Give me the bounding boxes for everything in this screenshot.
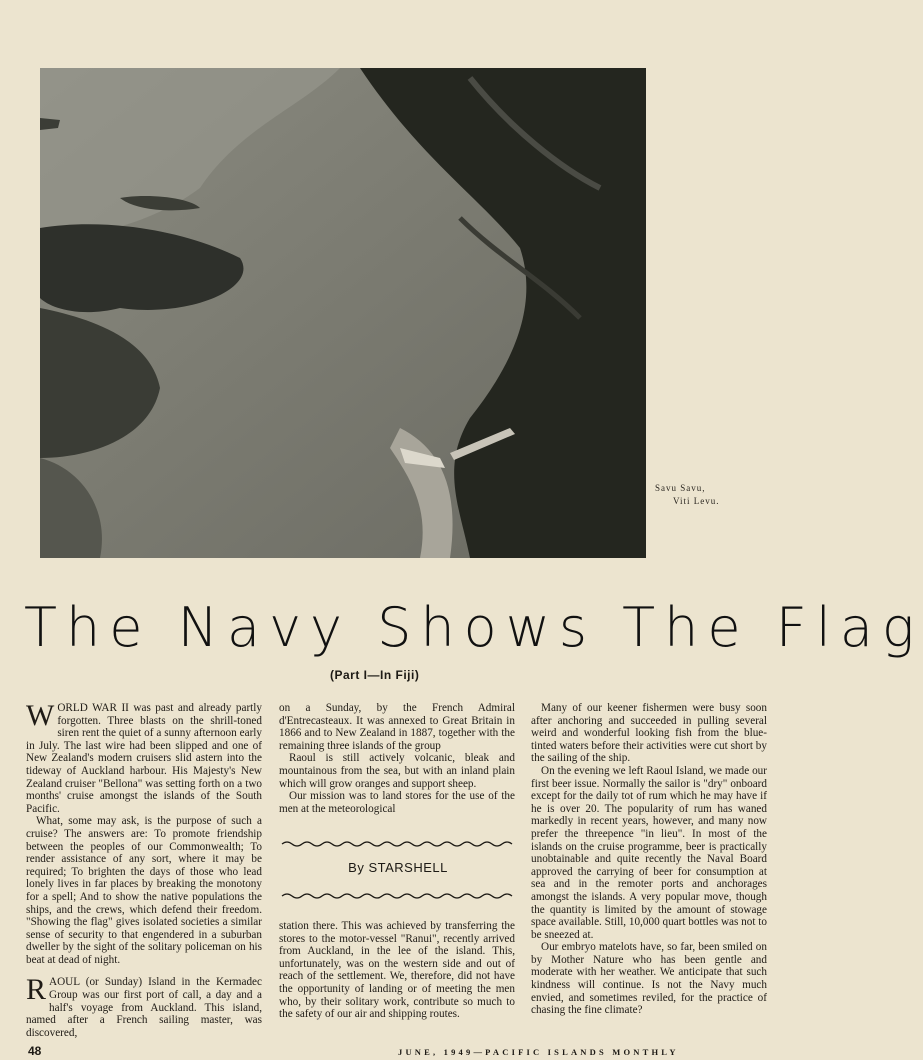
column-2-top	[279, 702, 515, 815]
article-title: The Navy Shows The Flag	[24, 596, 923, 659]
paragraph	[26, 973, 262, 1039]
paragraph: Many of our keener fishermen were busy soon after anchoring and succeeded in pulling several weird and wonderful looking fish from the blue-tinted waters before their activities were cut short by the sailing of the ship.	[531, 702, 767, 765]
page-number: 48	[28, 1044, 42, 1058]
paragraph: station there. This was achieved by transferring the stores to the motor-vessel "Ranui", recently arrived from Auckland, in the lee of the island. This, unfortunately, was on the western side and out of reach of the settlement. We, therefore, did not have the opportunity of landing or of meeting the men who, by their solitary work, contribute so much to the safety of our air and shipping routes.	[279, 920, 515, 1021]
aerial-photo	[40, 68, 646, 558]
wavy-rule-top	[282, 840, 514, 848]
caption-line1: Savu Savu,	[655, 483, 706, 493]
column-1	[26, 699, 262, 1039]
paragraph-text: ORLD WAR II was past and already partly forgotten. Three blasts on the shrill-toned siren rent the quiet of a sunny afternoon early in July. The last wire had been slipped and one of New Zealand's modern cruisers slid astern into the tideway of Auckland harbour. His Majesty's New Zealand cruiser "Bellona" was setting forth on a two months' cruise amongst the islands of the South Pacific.	[26, 702, 262, 815]
paragraph-text: AOUL (or Sunday) Island in the Kermadec Group was our first port of call, a day and a half's voyage from Auckland. This island, named after a French sailing master, was discovered,	[26, 976, 262, 1039]
running-footer: JUNE, 1949—PACIFIC ISLANDS MONTHLY	[398, 1047, 679, 1057]
aerial-photo-icon	[40, 68, 646, 558]
wavy-rule-bottom	[282, 892, 514, 900]
drop-cap: W	[26, 699, 55, 732]
column-3	[531, 702, 767, 1017]
byline: By STARSHELL	[348, 860, 448, 875]
paragraph: On the evening we left Raoul Island, we made our first beer issue. Normally the sailor is "dry" onboard except for the daily tot of rum which he may have if he is over 20. The popularity of rum has waned markedly in recent years, however, and many now prefer the threepence "in lieu". In most of the islands on the cruise programme, beer is practically unobtainable and quite recently the Naval Board approved the carrying of beer for consumption at sea and in the remoter ports and anchorages amongst the islands. A very popular move, though the quantity is limited by the amount of stowage space available. Still, 10,000 quart bottles was not to be sneezed at.	[531, 764, 767, 941]
paragraph: Our embryo matelots have, so far, been smiled on by Mother Nature who has been gentle and moderate with her weather. We anticipate that such kindness will continue. Is not the Navy much envied, and sometimes reviled, for the practice of chasing the fine climate?	[531, 941, 767, 1017]
paragraph: What, some may ask, is the purpose of such a cruise? The answers are: To promote friendship between the peoples of our Commonwealth; To render assistance of any sort, where it may be required; To brighten the days of those who lead lonely lives in far places by breaking the monotony for a spell; And to show the native populations the ships, and the crews, which defend their freedom. "Showing the flag" gives isolated societies a similar sense of security to that engendered in a suburban dweller by the sight of the solitary policeman on his beat at dead of night.	[26, 815, 262, 966]
paragraph: Raoul is still actively volcanic, bleak and mountainous from the sea, but with an inland plain which will grow oranges and support sheep.	[279, 752, 515, 790]
column-2-bottom	[279, 920, 515, 1021]
paragraph: Our mission was to land stores for the use of the men at the meteorological	[279, 790, 515, 815]
paragraph	[26, 699, 262, 815]
paragraph: on a Sunday, by the French Admiral d'Entrecasteaux. It was annexed to Great Britain in 1866 and to New Zealand in 1887, together with the remaining three islands of the group	[279, 702, 515, 752]
article-subtitle: (Part I—In Fiji)	[330, 668, 420, 682]
caption-line2: Viti Levu.	[673, 496, 720, 506]
byline-block	[282, 840, 514, 906]
photo-caption	[655, 482, 795, 508]
drop-cap: R	[26, 973, 47, 1007]
